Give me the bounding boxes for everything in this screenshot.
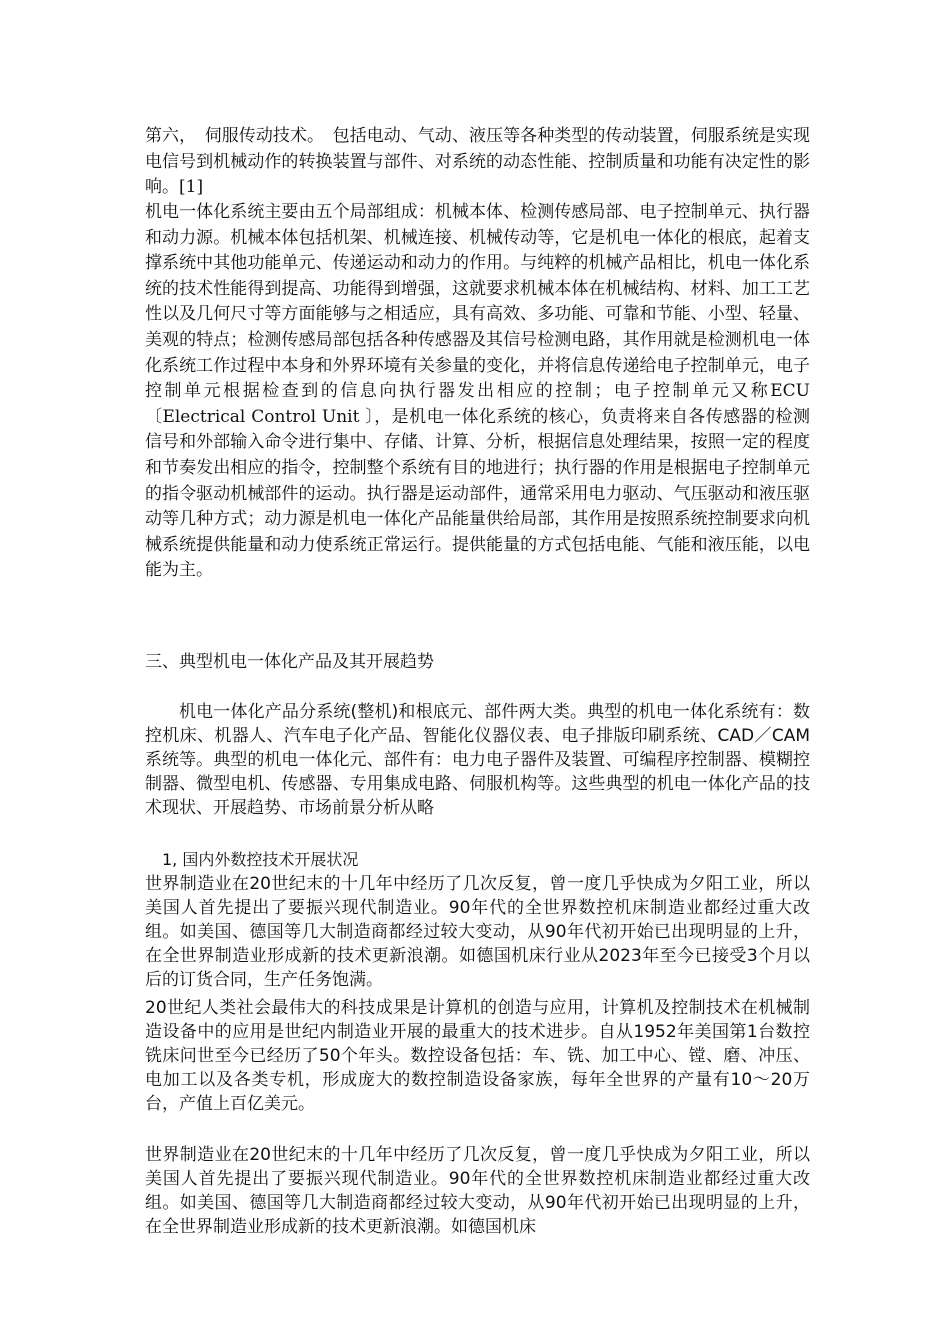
paragraph-world-manufacturing-repeat: 世界制造业在20世纪末的十几年中经历了几次反复，曾一度几乎快成为夕阳工业，所以美国人首先提出了要振兴现代制造业。90年代的全世界数控机床制造业都经过重大改组。如美国、德国等几大制造商都经过较大变动，从90年代初开始已出现明显的上升，在全世界制造业形成新的技术更新浪潮。如德国机床 <box>145 1145 810 1238</box>
paragraph-world-manufacturing: 世界制造业在20世纪末的十几年中经历了几次反复，曾一度几乎快成为夕阳工业，所以美国人首先提出了要振兴现代制造业。90年代的全世界数控机床制造业都经过重大改组。如美国、德国等几大制造商都经过较大变动，从90年代初开始已出现明显的上升，在全世界制造业形成新的技术更新浪潮。如德国机床行业从2023年至今已接受3个月以后的订货合同，生产任务饱满。 <box>145 874 810 991</box>
paragraph-servo-drive: 第六， 伺服传动技术。 包括电动、气动、液压等各种类型的传动装置，伺服系统是实现电信号到机械动作的转换装置与部件、对系统的动态性能、控制质量和功能有决定性的影响。[1] <box>145 126 810 198</box>
section-heading: 三、典型机电一体化产品及其开展趋势 <box>145 652 434 672</box>
subheading-cnc-status: 1, 国内外数控技术开展状况 <box>162 850 359 869</box>
paragraph-computer-achievement: 20世纪人类社会最伟大的科技成果是计算机的创造与应用，计算机及控制技术在机械制造设备中的应用是世纪内制造业开展的最重大的技术进步。自从1952年美国第1台数控铣床问世至今已经历了50个年头。数控设备包括：车、铣、加工中心、镗、磨、冲压、电加工以及各类专机，形成庞大的数控制造设备家族，每年全世界的产量有10～20万台，产值上百亿美元。 <box>145 998 810 1115</box>
paragraph-typical-products: 机电一体化产品分系统(整机)和根底元、部件两大类。典型的机电一体化系统有：数控机床、机器人、汽车电子化产品、智能化仪器仪表、电子排版印刷系统、CAD／CAM系统等。典型的机电一体化元、部件有：电力电子器件及装置、可编程序控制器、模糊控制器、微型电机、传感器、专用集成电路、伺服机构等。这些典型的机电一体化产品的技术现状、开展趋势、市场前景分析从略 <box>145 702 810 819</box>
paragraph-system-components: 机电一体化系统主要由五个局部组成：机械本体、检测传感局部、电子控制单元、执行器和动力源。机械本体包括机架、机械连接、机械传动等，它是机电一体化的根底，起着支撑系统中其他功能单元、传递运动和动力的作用。与纯粹的机械产品相比，机电一体化系统的技术性能得到提高、功能得到增强，这就要求机械本体在机械结构、材料、加工工艺性以及几何尺寸等方面能够与之相适应，具有高效、多功能、可靠和节能、小型、轻量、美观的特点；检测传感局部包括各种传感器及其信号检测电路，其作用就是检测机电一体化系统工作过程中本身和外界环境有关参量的变化，并将信息传递给电子控制单元，电子控制单元根据检查到的信息向执行器发出相应的控制；电子控制单元又称ECU〔Electrical Control Unit 〕，是机电一体化系统的核心，负责将来自各传感器的检测信号和外部输入命令进行集中、存储、计算、分析，根据信息处理结果，按照一定的程度和节奏发出相应的指令，控制整个系统有目的地进行；执行器的作用是根据电子控制单元的指令驱动机械部件的运动。执行器是运动部件，通常采用电力驱动、气压驱动和液压驱动等几种方式；动力源是机电一体化产品能量供给局部，其作用是按照系统控制要求向机械系统提供能量和动力使系统正常运行。提供能量的方式包括电能、气能和液压能，以电能为主。 <box>145 202 810 581</box>
